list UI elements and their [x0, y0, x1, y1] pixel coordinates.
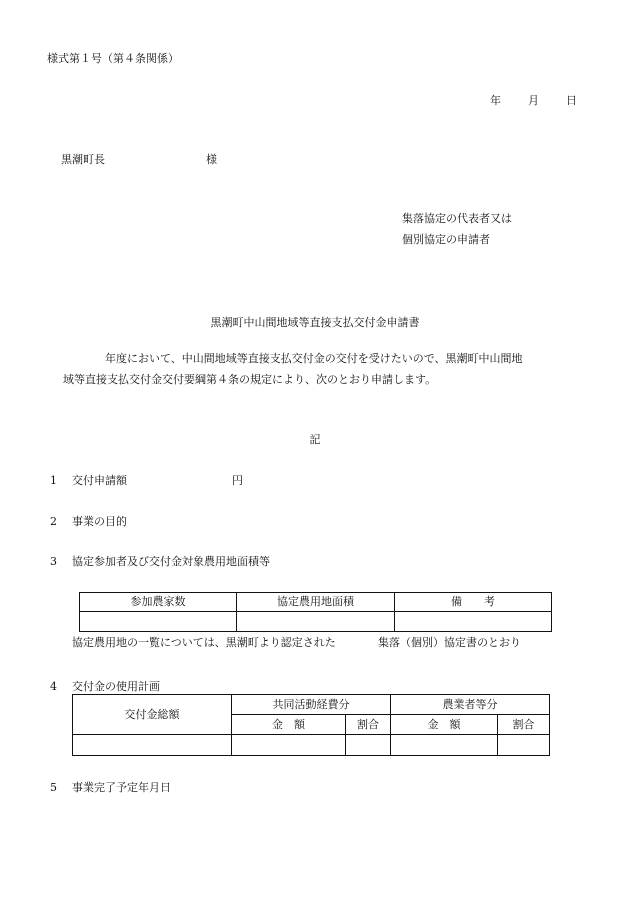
farmer-ratio-cell[interactable] — [498, 735, 550, 756]
form-number: 様式第１号（第４条関係） — [47, 52, 179, 65]
addressee-name: 黒潮町長 — [61, 153, 105, 166]
item-number: 2 — [50, 515, 57, 528]
item-number: 1 — [50, 474, 57, 487]
header-land-area: 協定農用地面積 — [237, 593, 395, 612]
date-year: 年 — [490, 94, 501, 107]
item-label-grant-amount: 交付申請額 — [72, 474, 127, 487]
land-area-cell[interactable] — [237, 612, 395, 632]
item-number: 5 — [50, 781, 57, 794]
joint-amount-cell[interactable] — [232, 735, 346, 756]
farmer-amount-cell[interactable] — [391, 735, 498, 756]
date-day: 日 — [566, 94, 577, 107]
usage-plan-table — [72, 694, 550, 756]
item-label-usage-plan: 交付金の使用計画 — [72, 680, 160, 693]
header-total-amount: 交付金総額 — [73, 695, 232, 735]
item-label-participants: 協定参加者及び交付金対象農用地面積等 — [72, 555, 270, 568]
ki-heading: 記 — [309, 433, 321, 446]
item-number: 4 — [50, 680, 57, 693]
remarks-cell[interactable] — [395, 612, 552, 632]
yen-unit: 円 — [232, 474, 243, 487]
header-remarks: 備 考 — [395, 593, 552, 612]
applicant-line1: 集落協定の代表者又は — [402, 212, 512, 225]
item-label-completion-date: 事業完了予定年月日 — [72, 781, 171, 794]
document-title: 黒潮町中山間地域等直接支払交付金申請書 — [210, 316, 420, 329]
header-amount-farmer: 金 額 — [391, 715, 498, 735]
header-ratio-joint: 割合 — [346, 715, 391, 735]
item-number: 3 — [50, 555, 57, 568]
header-amount-joint: 金 額 — [232, 715, 346, 735]
participant-count-cell[interactable] — [80, 612, 237, 632]
joint-ratio-cell[interactable] — [346, 735, 391, 756]
body-line1: 年度において、中山間地域等直接支払交付金の交付を受けたいので、黒潮町中山間地 — [105, 352, 523, 365]
header-farmer: 農業者等分 — [391, 695, 550, 715]
header-participant-count: 参加農家数 — [80, 593, 237, 612]
note-right: 集落（個別）協定書のとおり — [378, 636, 521, 649]
note-left: 協定農用地の一覧については、黒潮町より認定された — [72, 636, 336, 649]
item-label-purpose: 事業の目的 — [72, 515, 127, 528]
header-ratio-farmer: 割合 — [498, 715, 550, 735]
addressee-honorific: 様 — [206, 153, 217, 166]
total-amount-cell[interactable] — [73, 735, 232, 756]
participants-table — [79, 592, 552, 632]
applicant-line2: 個別協定の申請者 — [402, 233, 490, 246]
body-line2: 域等直接支払交付金交付要綱第４条の規定により、次のとおり申請します。 — [63, 373, 437, 386]
date-month: 月 — [528, 94, 539, 107]
header-joint-activity: 共同活動経費分 — [232, 695, 391, 715]
